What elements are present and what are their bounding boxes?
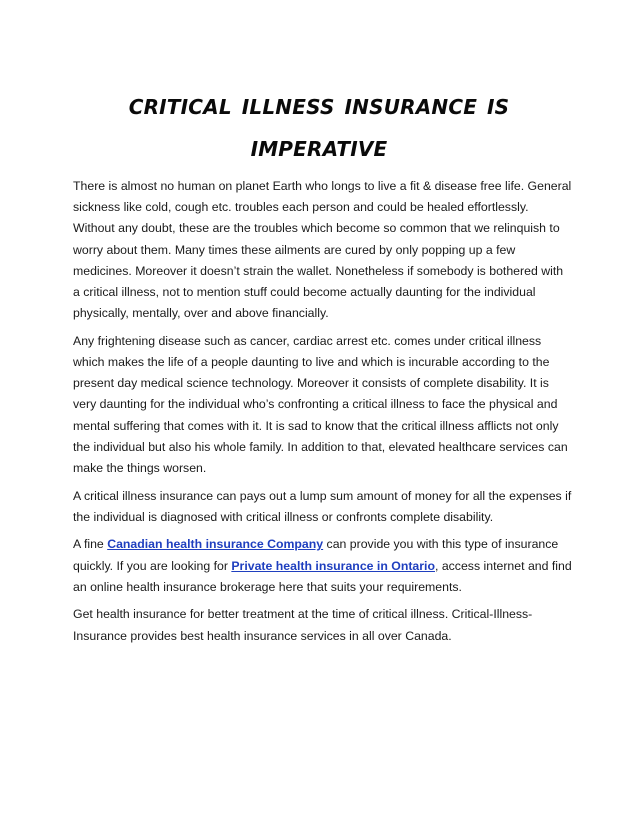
paragraph-1: There is almost no human on planet Earth who longs to live a fit & disease free life. General sickness like cold, cough etc. troubles each person and could be healed effortlessly. Without any doubt, these are the troubles which become so common that we relinquish to worry about them. Many times these ailments are cured by only popping up a few medicines. Moreover it doesn’t strain the wallet. Nonetheless if somebody is bothered with a critical illness, not to mention stuff could become actually daunting for the individual physically, mentally, over and above financially.: [73, 179, 572, 321]
private-health-insurance-ontario-link[interactable]: Private health insurance in Ontario: [231, 558, 435, 573]
document-title: [78, 84, 560, 168]
title-line-2: imperative: [250, 130, 388, 163]
paragraph-4-text-2: can provide you with this type of insurance quickly. If you are looking for: [73, 537, 559, 573]
paragraph-2: Any frightening disease such as cancer, cardiac arrest etc. comes under critical illness which makes the life of a people daunting to live and which is incurable according to the present day medical science technology. Moreover it consists of complete disability. It is very daunting for the individual who’s confronting a critical illness to face the physical and mental suffering that comes with it. It is sad to know that the critical illness afflicts not only the individual but also his whole family. In addition to that, elevated healthcare services can make the things worsen.: [73, 333, 568, 476]
title-line-1: critical illness insurance is: [128, 88, 510, 121]
paragraph-4-text-3: , access internet and find an online health insurance brokerage here that suits your requirements.: [73, 558, 572, 594]
document-body: [73, 176, 573, 653]
paragraph-3: A critical illness insurance can pays out a lump sum amount of money for all the expenses if the individual is diagnosed with critical illness or confronts complete disability.: [73, 488, 572, 524]
paragraph-4-text-1: A fine: [73, 537, 108, 552]
canadian-health-insurance-link[interactable]: Canadian health insurance Company: [107, 537, 324, 552]
paragraph-4: [73, 534, 573, 598]
paragraph-5: Get health insurance for better treatment at the time of critical illness. Critical-Illness-Insurance provides best health insurance services in all over Canada.: [73, 607, 533, 643]
